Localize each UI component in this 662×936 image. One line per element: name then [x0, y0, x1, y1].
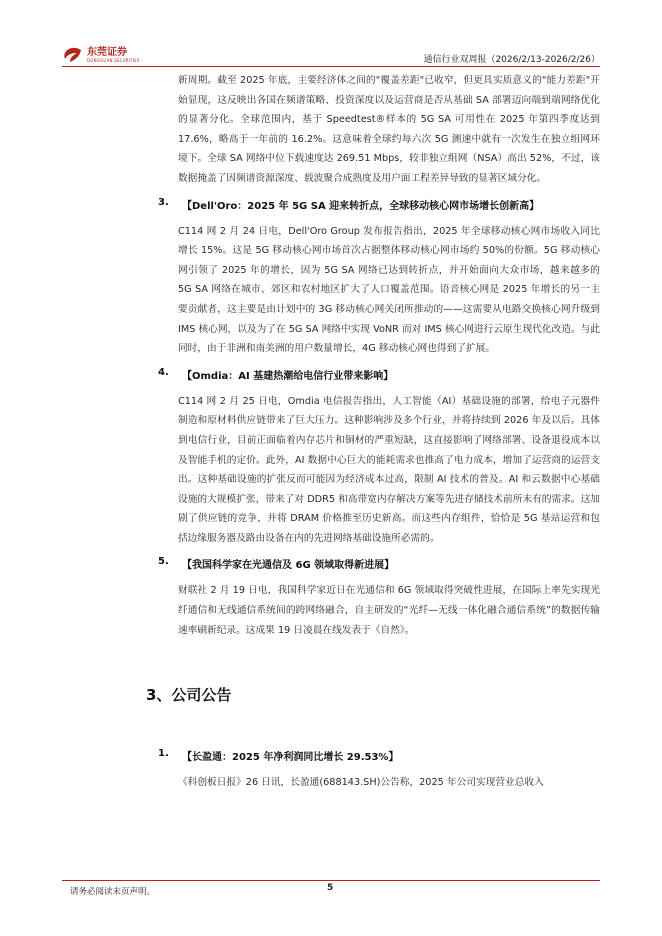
intro-paragraph: 新周期。截至 2025 年底，主要经济体之间的"覆盖差距"已收窄，但更具实质意义的"能力差距"开始显现，这反映出各国在频谱策略、投资深度以及运营商是否从基础 SA 部署迈向端到端网络优化的显著分化。全球范围内，基于 Speedtest®样本的 5G SA 可用性在 2025 年第四季度达到 17.6%，略高于一年前的 16.2%。这意味着全球约每六次 5G 测速中就有一次发生在独立组网环境下。全球 SA 网络中位下载速度达 269.51 Mbps，较非独立组网（NSA）高出 52%，不过，该数据掩盖了因频谱资源深度、载波聚合成熟度及用户面工程差异导致的显著区域分化。 [178, 75, 600, 184]
page-header [62, 46, 600, 66]
brand-logo [62, 46, 140, 64]
section-heading-3 [158, 189, 600, 219]
main-content [62, 70, 600, 793]
item-number: 1. [158, 748, 169, 760]
brand-subname: DONGGUAN SECURITIES [87, 57, 140, 63]
section-title: 【我国科学家在光通信及 6G 领域取得新进展】 [182, 560, 395, 572]
announcement-paragraph-1: 《科创板日报》26 日讯，长盈通(688143.SH)公告称，2025 年公司实现营业总收入 [178, 777, 544, 789]
brand-logo-icon [62, 47, 82, 63]
section-number: 5. [158, 556, 169, 568]
section-title: 【Omdia：AI 基建热潮给电信行业带来影响】 [182, 370, 394, 382]
brand-text-block [87, 48, 140, 63]
brand-name: 东莞证券 [87, 46, 127, 58]
footer-divider [62, 880, 600, 881]
item-title: 【长盈通：2025 年净利润同比增长 29.53%】 [182, 752, 399, 764]
section-number: 4. [158, 366, 169, 378]
report-title: 通信行业双周报（2026/2/13-2026/2/26） [423, 55, 600, 65]
disclaimer-note: 请务必阅读末页声明。 [70, 887, 156, 897]
section-title: 【Dell'Oro：2025 年 5G SA 迎来转折点，全球移动核心网市场增长创新高】 [182, 200, 540, 212]
section-number: 3. [158, 196, 169, 208]
announcement-heading-1 [158, 740, 600, 770]
section-paragraph-5: 财联社 2 月 19 日电，我国科学家近日在光通信和 6G 领域取得突破性进展，在国际上率先实现光纤通信和无线通信系统间的跨网络融合，自主研发的“光纤—无线一体化融合通信系统”的数据传输速率刷新纪录。这成果 19 日凌晨在线发表于《自然》。 [178, 585, 600, 636]
section-heading-4 [158, 359, 600, 389]
section-heading-5 [158, 548, 600, 578]
page-number: 5 [327, 883, 334, 893]
header-divider [62, 66, 600, 67]
chapter-heading: 3、公司公告 [146, 686, 232, 705]
section-paragraph-4: C114 网 2 月 25 日电，Omdia 电信报告指出，人工智能（AI）基础设施的部署，给电子元器件制造和原材料供应链带来了巨大压力。这种影响涉及多个行业，并将持续到 2026 年及以后。具体到电信行业，目前正面临着内存芯片和铜材的严重短缺，这直接影响了网络部署、设备退役成本以及智能手机的定价。此外，AI 数据中心巨大的能耗需求也推高了电力成本，增加了运营商的运营支出。这种基础设施的扩张反而可能因为经济成本过高，限制 AI 技术的普及。AI 和云数据中心基础设施的大规模扩张，带来了对 DDR5 和高带宽内存解决方案等先进存储技术前所未有的需求。这加剧了供应链的竞争，并将 DRAM 价格推至历史新高。而这些内存组件，恰恰是 5G 基站运营和包括边缘服务器及路由设备在内的先进网络基础设施所必需的。 [178, 395, 600, 544]
chapter-heading-wrap [62, 684, 600, 724]
section-paragraph-3: C114 网 2 月 24 日电，Dell'Oro Group 发布报告指出，2025 年全球移动核心网市场收入同比增长 15%。这是 5G 移动核心网市场首次占据整体移动核心网市场约 50%的份额。5G 移动核心网引领了 2025 年的增长，因为 5G SA 网络已达到转折点，并开始面向大众市场，越来越多的 5G SA 网络在城市、郊区和农村地区扩大了人口覆盖范围。语音核心网是 2025 年增长的另一主要贡献者，这主要是由计划中的 3G 移动核心网关闭所推动的——这需要从电路交换核心网升级到 IMS 核心网，以及为了在 5G SA 网络中实现 VoNR 而对 IMS 核心网进行云原生现代化改造。与此同时，由于非洲和南美洲的用户数量增长，4G 移动核心网也得到了扩展。 [178, 225, 600, 355]
